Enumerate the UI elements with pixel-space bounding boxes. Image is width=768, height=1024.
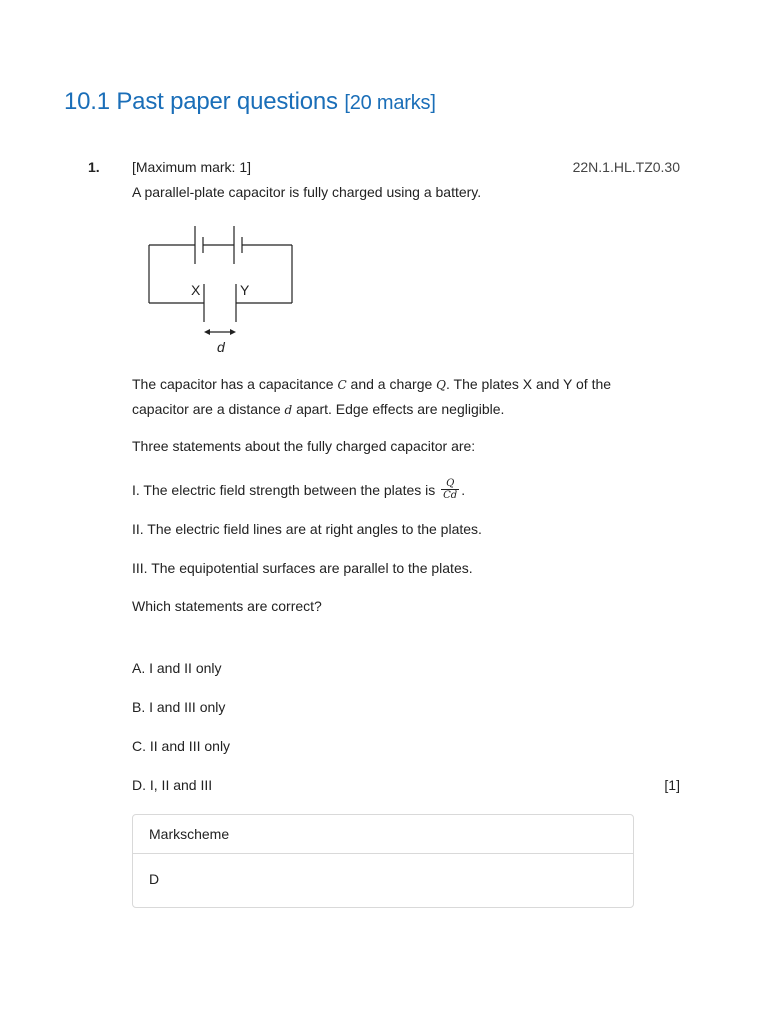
plate-label-y: Y	[240, 282, 250, 298]
plate-label-x: X	[191, 282, 201, 298]
markscheme-panel	[132, 814, 634, 908]
page-title-main: 10.1 Past paper questions	[64, 88, 338, 115]
markscheme-header[interactable]: Markscheme	[133, 815, 633, 854]
option-c: C. II and III only	[132, 738, 231, 754]
question-prompt: Which statements are correct?	[132, 598, 322, 614]
symbol-capacitance: C	[337, 378, 347, 392]
question-code: 22N.1.HL.TZ0.30	[572, 159, 680, 175]
separation-label-d: d	[217, 339, 225, 355]
statement-3: III. The equipotential surfaces are parallel to the plates.	[132, 560, 473, 576]
statement-1: I. The electric field strength between the plates is $\frac{Q}{Cd}$ .	[132, 477, 466, 501]
markscheme-answer: D	[149, 871, 160, 887]
option-d: D. I, II and III	[132, 777, 213, 793]
question-paragraph-2: Three statements about the fully charged capacitor are:	[132, 438, 476, 454]
separation-arrow-left-head	[204, 329, 210, 335]
page-title-marks: [20 marks]	[344, 92, 436, 114]
capacitor-circuit-diagram	[140, 222, 300, 362]
question-number: 1.	[88, 159, 100, 175]
symbol-distance: d	[284, 403, 293, 417]
fraction-q-over-cd: $\frac{Q}{Cd}$	[443, 477, 458, 501]
option-b: B. I and III only	[132, 699, 226, 715]
question-marks: [1]	[664, 777, 680, 793]
question-paragraph-1: The capacitor has a capacitance C and a charge Q. The plates X and Y of the capacitor are a distance d apart. Edge effects are negligible.	[132, 376, 612, 417]
statement-2: II. The electric field lines are at right angles to the plates.	[132, 521, 482, 537]
question-max-mark: [Maximum mark: 1]	[132, 159, 252, 175]
symbol-charge: Q	[436, 378, 447, 392]
page-title	[64, 88, 436, 116]
option-a: A. I and II only	[132, 660, 222, 676]
separation-arrow-right-head	[230, 329, 236, 335]
question-stem: A parallel-plate capacitor is fully charged using a battery.	[132, 184, 482, 200]
